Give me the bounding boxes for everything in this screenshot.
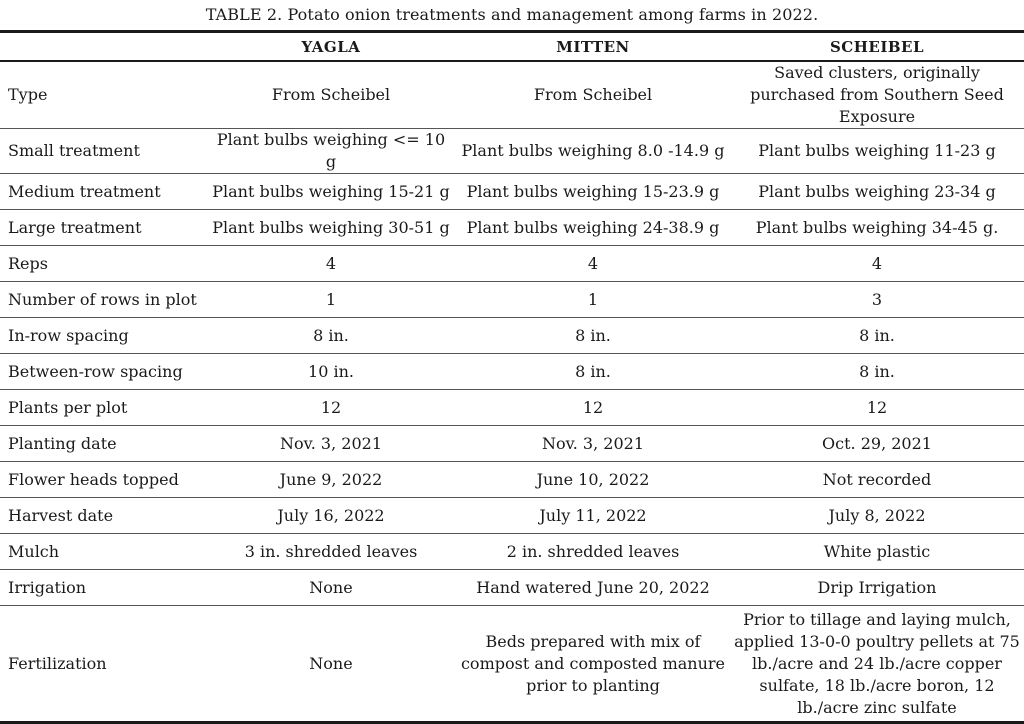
table-row xyxy=(0,174,1024,210)
row-label: Number of rows in plot xyxy=(8,289,197,309)
cell-scheibel: 4 xyxy=(871,253,883,273)
cell-scheibel: White plastic xyxy=(823,541,931,561)
cell-yagla: Plant bulbs weighing 15-21 g xyxy=(212,181,450,201)
cell-yagla: None xyxy=(309,577,353,597)
cell-scheibel: 8 in. xyxy=(859,361,895,381)
table-row xyxy=(0,606,1024,723)
cell-yagla: 3 in. shredded leaves xyxy=(244,541,418,561)
table-row xyxy=(0,462,1024,498)
table-row xyxy=(0,534,1024,570)
cell-mitten: 2 in. shredded leaves xyxy=(506,541,680,561)
cell-yagla: From Scheibel xyxy=(271,85,391,104)
cell-mitten: Plant bulbs weighing 15-23.9 g xyxy=(466,181,720,201)
cell-yagla: Plant bulbs weighing 30-51 g xyxy=(212,217,450,237)
cell-scheibel: 8 in. xyxy=(859,325,895,345)
cell-yagla: 1 xyxy=(325,289,337,309)
row-label: Plants per plot xyxy=(8,397,128,417)
table-row xyxy=(0,246,1024,282)
cell-mitten: Hand watered June 20, 2022 xyxy=(476,577,710,597)
table-row xyxy=(0,318,1024,354)
table-row xyxy=(0,426,1024,462)
table-row xyxy=(0,498,1024,534)
cell-mitten: Plant bulbs weighing 8.0 -14.9 g xyxy=(461,141,725,160)
row-label: Harvest date xyxy=(8,505,114,525)
cell-scheibel: Oct. 29, 2021 xyxy=(822,433,932,453)
table-row xyxy=(0,129,1024,174)
table-row xyxy=(0,61,1024,129)
treatments-table xyxy=(0,30,1024,724)
row-label: Mulch xyxy=(8,541,60,561)
header-scheibel: SCHEIBEL xyxy=(829,37,925,56)
cell-yagla: Nov. 3, 2021 xyxy=(279,433,382,453)
cell-mitten: June 10, 2022 xyxy=(536,469,650,489)
cell-yagla: None xyxy=(309,653,353,673)
cell-yagla: July 16, 2022 xyxy=(277,505,385,525)
table-row xyxy=(0,210,1024,246)
row-label: Between-row spacing xyxy=(8,361,183,381)
cell-scheibel: 3 xyxy=(871,289,883,309)
row-label: Flower heads topped xyxy=(8,469,179,489)
row-label: Irrigation xyxy=(8,577,86,597)
cell-mitten: 8 in. xyxy=(575,325,611,345)
row-label: In-row spacing xyxy=(8,325,129,345)
row-label: Small treatment xyxy=(8,141,140,160)
row-label: Type xyxy=(8,85,48,104)
row-label: Large treatment xyxy=(8,217,142,237)
cell-scheibel: Saved clusters, originally purchased from Southern Seed Exposure xyxy=(750,63,1004,126)
cell-mitten: 12 xyxy=(582,397,604,417)
cell-mitten: 4 xyxy=(587,253,599,273)
cell-mitten: 1 xyxy=(587,289,599,309)
table-row xyxy=(0,570,1024,606)
cell-mitten: Nov. 3, 2021 xyxy=(541,433,644,453)
cell-scheibel: 12 xyxy=(866,397,888,417)
cell-mitten: Plant bulbs weighing 24-38.9 g xyxy=(466,217,720,237)
cell-yagla: June 9, 2022 xyxy=(279,469,383,489)
cell-scheibel: July 8, 2022 xyxy=(828,505,926,525)
header-yagla: YAGLA xyxy=(301,37,361,56)
table-caption: TABLE 2. Potato onion treatments and management among farms in 2022. xyxy=(205,5,819,24)
cell-mitten: July 11, 2022 xyxy=(539,505,647,525)
row-label: Medium treatment xyxy=(8,181,161,201)
cell-yagla: 12 xyxy=(320,397,342,417)
cell-scheibel: Prior to tillage and laying mulch, applied 13-0-0 poultry pellets at 75 lb./acre and 24 lb./acre copper sulfate, 18 lb./acre boron, 12 lb./acre zinc sulfate xyxy=(734,609,1020,717)
cell-yagla: 4 xyxy=(325,253,337,273)
cell-scheibel: Drip Irrigation xyxy=(817,577,937,597)
cell-yagla: Plant bulbs weighing <= 10 g xyxy=(216,130,446,171)
table-row xyxy=(0,390,1024,426)
cell-mitten: Beds prepared with mix of compost and composted manure prior to planting xyxy=(460,631,726,695)
row-label: Fertilization xyxy=(8,653,107,673)
header-blank xyxy=(0,32,206,62)
header-mitten: MITTEN xyxy=(556,37,630,56)
cell-scheibel: Plant bulbs weighing 23-34 g xyxy=(758,181,996,201)
table-row xyxy=(0,354,1024,390)
cell-scheibel: Plant bulbs weighing 34-45 g. xyxy=(755,217,999,237)
cell-scheibel: Not recorded xyxy=(822,469,932,489)
table-row xyxy=(0,282,1024,318)
cell-mitten: From Scheibel xyxy=(533,85,653,104)
row-label: Reps xyxy=(8,253,48,273)
header-row xyxy=(0,32,1024,62)
row-label: Planting date xyxy=(8,433,117,453)
cell-scheibel: Plant bulbs weighing 11-23 g xyxy=(758,141,996,160)
cell-mitten: 8 in. xyxy=(575,361,611,381)
cell-yagla: 8 in. xyxy=(313,325,349,345)
cell-yagla: 10 in. xyxy=(308,361,354,381)
